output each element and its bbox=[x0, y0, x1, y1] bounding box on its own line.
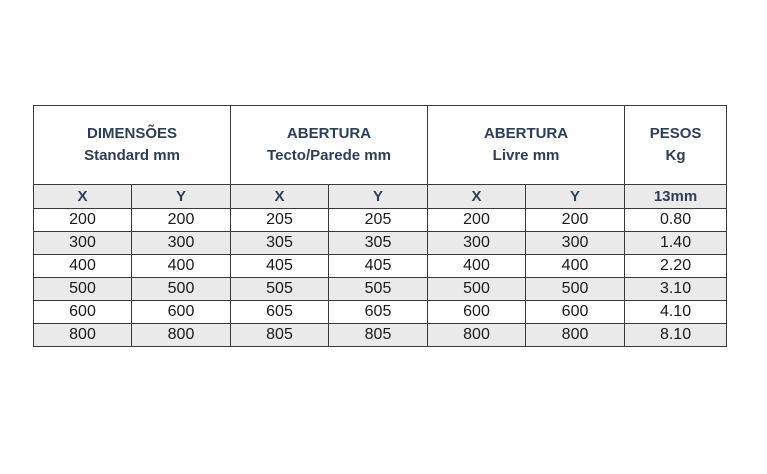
table-cell: 800 bbox=[34, 324, 132, 347]
group-header-opening-free bbox=[428, 106, 625, 185]
table-cell: 305 bbox=[231, 232, 329, 255]
table-row bbox=[34, 209, 727, 232]
dimensions-table bbox=[33, 105, 727, 347]
group-header-weights bbox=[625, 106, 727, 185]
table-cell: 200 bbox=[428, 209, 526, 232]
table-row bbox=[34, 232, 727, 255]
column-header: Y bbox=[132, 185, 231, 209]
table-cell: 400 bbox=[428, 255, 526, 278]
table-cell: 400 bbox=[526, 255, 625, 278]
table-cell: 600 bbox=[132, 301, 231, 324]
column-header-row bbox=[34, 185, 727, 209]
group-header-opening-ceiling-wall bbox=[231, 106, 428, 185]
table-cell: 505 bbox=[329, 278, 428, 301]
table-cell: 8.10 bbox=[625, 324, 727, 347]
table-cell: 600 bbox=[428, 301, 526, 324]
table-cell: 3.10 bbox=[625, 278, 727, 301]
table-cell: 800 bbox=[428, 324, 526, 347]
table-cell: 800 bbox=[526, 324, 625, 347]
column-header: X bbox=[428, 185, 526, 209]
column-header: Y bbox=[329, 185, 428, 209]
column-header: X bbox=[34, 185, 132, 209]
group-header-title: ABERTURA bbox=[286, 125, 372, 142]
table-cell: 300 bbox=[428, 232, 526, 255]
group-header-title: ABERTURA bbox=[483, 125, 569, 142]
table-row bbox=[34, 255, 727, 278]
table-cell: 300 bbox=[34, 232, 132, 255]
table-cell: 200 bbox=[132, 209, 231, 232]
table-cell: 400 bbox=[34, 255, 132, 278]
group-header-subtitle: Kg bbox=[665, 147, 686, 164]
group-header-subtitle: Tecto/Parede mm bbox=[267, 147, 391, 164]
table-cell: 0.80 bbox=[625, 209, 727, 232]
group-header-subtitle: Standard mm bbox=[84, 147, 180, 164]
table-cell: 605 bbox=[329, 301, 428, 324]
table-cell: 800 bbox=[132, 324, 231, 347]
table-cell: 500 bbox=[428, 278, 526, 301]
group-header-dimensions bbox=[34, 106, 231, 185]
group-header-subtitle: Livre mm bbox=[492, 147, 560, 164]
table-cell: 1.40 bbox=[625, 232, 727, 255]
table-cell: 500 bbox=[34, 278, 132, 301]
table-cell: 505 bbox=[231, 278, 329, 301]
table-cell: 200 bbox=[526, 209, 625, 232]
table-cell: 400 bbox=[132, 255, 231, 278]
table-cell: 605 bbox=[231, 301, 329, 324]
table-cell: 600 bbox=[34, 301, 132, 324]
table-cell: 500 bbox=[132, 278, 231, 301]
table-cell: 305 bbox=[329, 232, 428, 255]
table-cell: 205 bbox=[231, 209, 329, 232]
table-cell: 805 bbox=[231, 324, 329, 347]
table-cell: 200 bbox=[34, 209, 132, 232]
group-header-title: PESOS bbox=[649, 125, 702, 142]
table-cell: 2.20 bbox=[625, 255, 727, 278]
column-header: X bbox=[231, 185, 329, 209]
table-cell: 600 bbox=[526, 301, 625, 324]
table-cell: 500 bbox=[526, 278, 625, 301]
group-header-row bbox=[34, 106, 727, 185]
table-cell: 405 bbox=[329, 255, 428, 278]
table-row bbox=[34, 324, 727, 347]
table-cell: 300 bbox=[132, 232, 231, 255]
column-header: 13mm bbox=[625, 185, 727, 209]
table-row bbox=[34, 301, 727, 324]
table-cell: 205 bbox=[329, 209, 428, 232]
table-cell: 405 bbox=[231, 255, 329, 278]
table-cell: 300 bbox=[526, 232, 625, 255]
group-header-title: DIMENSÕES bbox=[87, 125, 178, 142]
table-cell: 805 bbox=[329, 324, 428, 347]
table-cell: 4.10 bbox=[625, 301, 727, 324]
table-row bbox=[34, 278, 727, 301]
column-header: Y bbox=[526, 185, 625, 209]
